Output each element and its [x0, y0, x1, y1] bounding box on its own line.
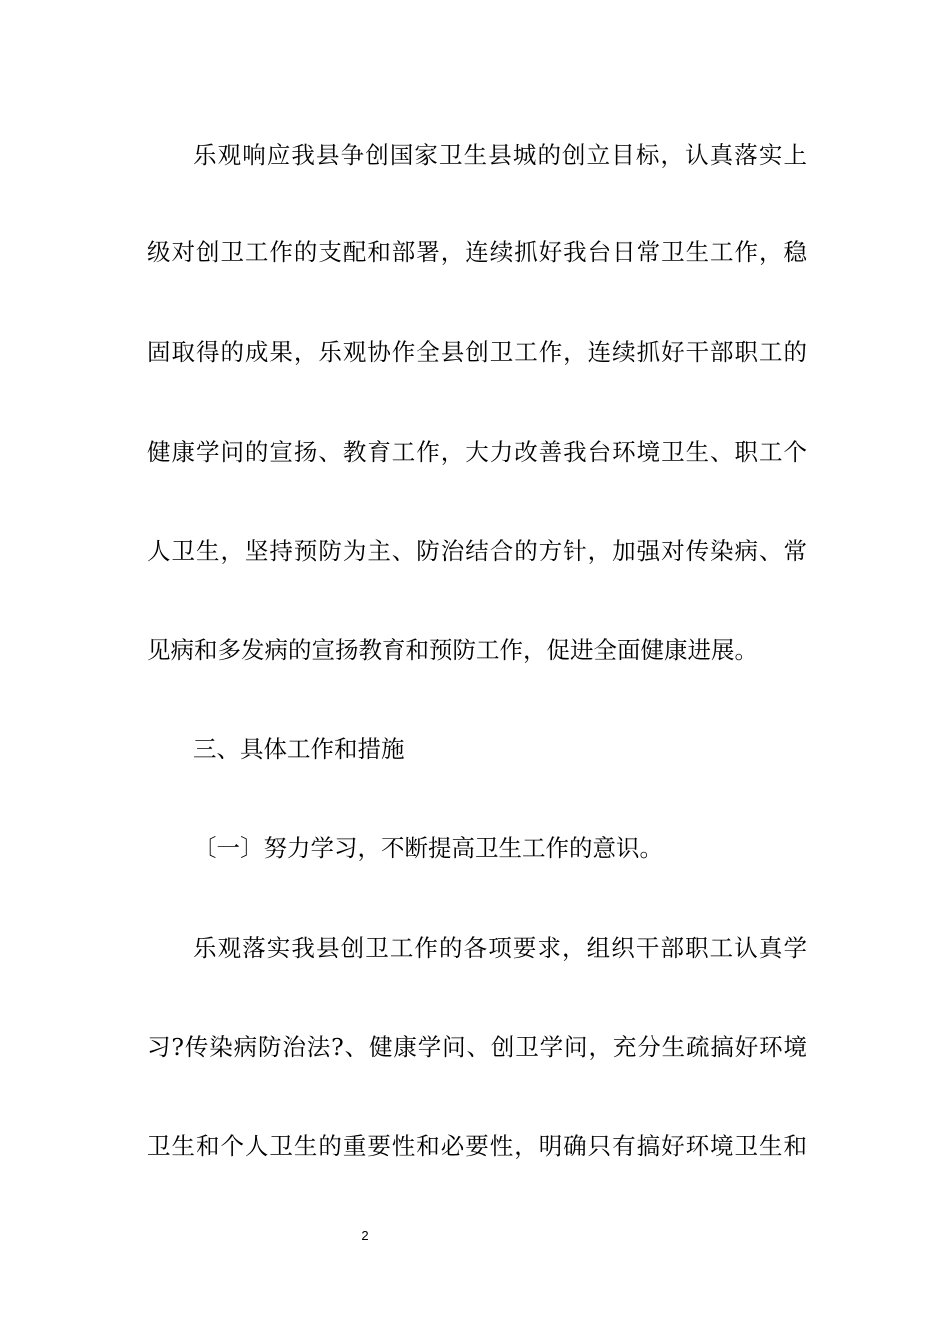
paragraph-1-line-6: 见病和多发病的宣扬教育和预防工作，促进全面健康进展。	[147, 636, 758, 664]
paragraph-2-line-2: 习?传染病防治法?、健康学问、创卫学问，充分生疏搞好环境	[147, 1033, 807, 1061]
paragraph-1-line-3: 固取得的成果，乐观协作全县创卫工作，连续抓好干部职工的	[147, 338, 807, 366]
paragraph-2-line-3: 卫生和个人卫生的重要性和必要性，明确只有搞好环境卫生和	[147, 1132, 807, 1160]
page-number: 2	[361, 1228, 369, 1243]
section-heading: 三、具体工作和措施	[193, 735, 405, 763]
paragraph-1-line-1: 乐观响应我县争创国家卫生县城的创立目标，认真落实上	[193, 141, 807, 169]
paragraph-1-line-2: 级对创卫工作的支配和部署，连续抓好我台日常卫生工作，稳	[147, 238, 807, 266]
paragraph-2-line-1: 乐观落实我县创卫工作的各项要求，组织干部职工认真学	[193, 934, 807, 962]
paragraph-1-line-4: 健康学问的宣扬、教育工作，大力改善我台环境卫生、职工个	[147, 438, 807, 466]
paragraph-1-line-5: 人卫生，坚持预防为主、防治结合的方针，加强对传染病、常	[147, 537, 807, 565]
subsection-heading: 〔一〕努力学习，不断提高卫生工作的意识。	[193, 834, 663, 862]
